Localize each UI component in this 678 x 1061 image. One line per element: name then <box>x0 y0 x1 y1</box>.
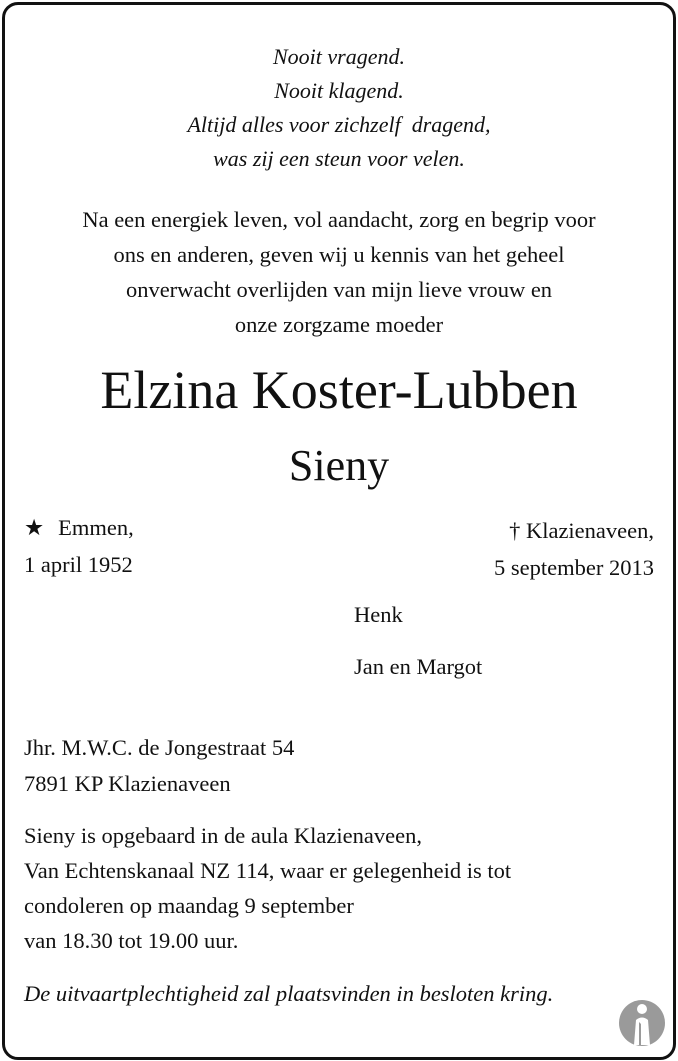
viewing-line: van 18.30 tot 19.00 uur. <box>24 928 239 953</box>
star-icon: ★ <box>24 515 45 540</box>
viewing-line: Sieny is opgebaard in de aula Klazienaveen, <box>24 823 422 848</box>
poem-line: Nooit vragend. <box>273 44 405 69</box>
poem-line: Altijd alles voor zichzelf dragend, <box>187 112 491 137</box>
family-member: Jan en Margot <box>354 654 483 679</box>
viewing-line: condoleren op maandag 9 september <box>24 893 354 918</box>
address-line: 7891 KP Klazienaveen <box>24 771 231 796</box>
birth-info <box>24 509 134 583</box>
poem-line: was zij een steun voor velen. <box>213 146 465 171</box>
poem <box>0 40 678 176</box>
person-silhouette-icon <box>618 998 666 1048</box>
viewing-info <box>24 818 511 958</box>
deceased-nickname: Sieny <box>288 441 390 490</box>
intro-text <box>0 202 678 342</box>
birth-place: Emmen, <box>58 515 134 540</box>
funeral-note: De uitvaartplechtigheid zal plaatsvinden in besloten kring. <box>24 981 554 1006</box>
address-line: Jhr. M.W.C. de Jongestraat 54 <box>24 735 295 760</box>
birth-date: 1 april 1952 <box>24 552 133 577</box>
address <box>24 730 294 802</box>
death-place: Klazienaveen, <box>525 518 654 543</box>
death-info <box>494 512 654 586</box>
viewing-line: Van Echtenskanaal NZ 114, waar er gelegenheid is tot <box>24 858 512 883</box>
intro-line: onverwacht overlijden van mijn lieve vrouw en <box>125 277 553 302</box>
death-date: 5 september 2013 <box>494 555 654 580</box>
intro-line: ons en anderen, geven wij u kennis van het geheel <box>113 242 565 267</box>
poem-line: Nooit klagend. <box>274 78 404 103</box>
intro-line: Na een energiek leven, vol aandacht, zorg en begrip voor <box>82 207 596 232</box>
cross-icon: † <box>509 518 521 543</box>
deceased-name: Elzina Koster-Lubben <box>100 360 578 420</box>
intro-line: onze zorgzame moeder <box>234 312 444 337</box>
family-member: Henk <box>354 602 403 627</box>
